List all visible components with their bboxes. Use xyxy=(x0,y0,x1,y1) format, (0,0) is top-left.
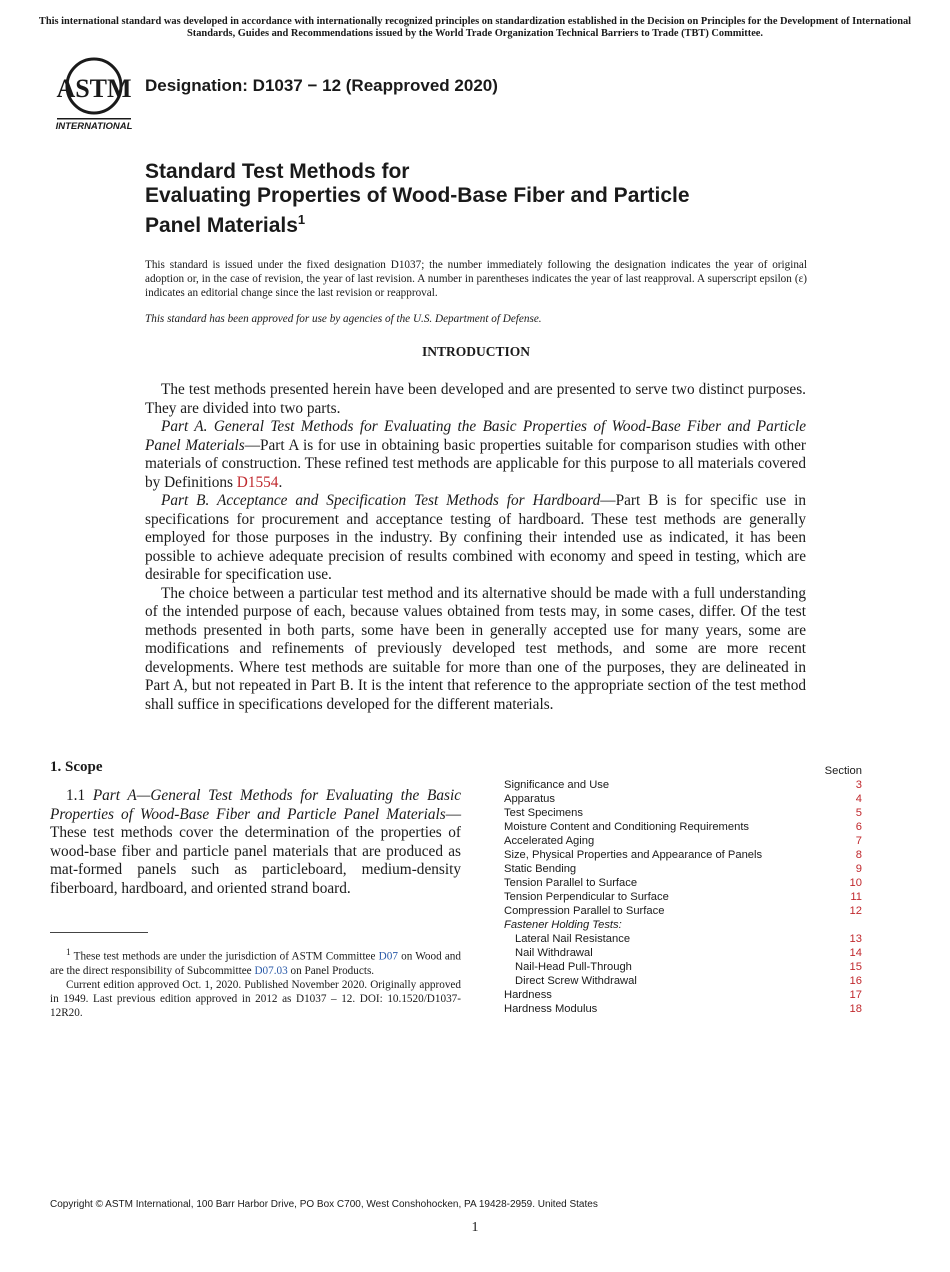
d07-03-link[interactable]: D07.03 xyxy=(254,964,288,977)
page-number: 1 xyxy=(471,1220,479,1235)
dod-approval-note: This standard has been approved for use by agencies of the U.S. Department of Defense. xyxy=(145,313,542,325)
d1554-link[interactable]: D1554 xyxy=(236,473,279,491)
logo-letters: ASTM xyxy=(56,74,132,103)
introduction-body xyxy=(145,381,806,714)
footnote-1-text-a: These test methods are under the jurisdiction of ASTM Committee xyxy=(70,950,379,963)
toc-row xyxy=(504,932,862,946)
toc-section-link[interactable]: 7 xyxy=(855,835,862,847)
toc-label: Direct Screw Withdrawal xyxy=(515,975,637,987)
section-index-header: Section xyxy=(824,765,862,777)
toc-row xyxy=(504,834,862,848)
scope-1-1-number: 1.1 xyxy=(66,787,93,804)
astm-logo-icon xyxy=(54,56,134,132)
toc-row xyxy=(504,890,862,904)
toc-row xyxy=(504,862,862,876)
toc-row xyxy=(504,988,862,1002)
part-b-title: Part B. Acceptance and Specification Test Methods for Hardboard xyxy=(161,492,601,509)
footnote-1-mark: 1 xyxy=(66,948,71,958)
toc-section-link[interactable]: 4 xyxy=(855,793,862,805)
footnote-1-text-c: on Panel Products. xyxy=(287,964,375,977)
toc-row xyxy=(504,1002,862,1016)
title-line-1: Standard Test Methods for xyxy=(145,160,410,183)
toc-label: Nail Withdrawal xyxy=(515,947,593,959)
introduction-heading: INTRODUCTION xyxy=(421,344,530,359)
toc-row xyxy=(504,904,862,918)
toc-label: Static Bending xyxy=(504,863,577,875)
scope-1-1-text: —These test methods cover the determination of the properties of wood-base fiber and particle panel materials that are produced as mat-formed panels such as particleboard, medium-density fiberboard, hardboard, and oriented strand board. xyxy=(50,805,461,897)
toc-label: Nail-Head Pull-Through xyxy=(515,961,632,973)
intro-paragraph-2-text: —Part A is for use in obtaining basic properties suitable for comparison studies with other materials of construction. These refined test methods are applicable for this purpose to all materials covered by Definitions xyxy=(145,436,806,491)
toc-section-link[interactable]: 12 xyxy=(849,905,862,917)
toc-label: Hardness Modulus xyxy=(504,1003,598,1015)
toc-section-link[interactable]: 15 xyxy=(849,961,862,973)
toc-section-link[interactable]: 11 xyxy=(850,891,862,903)
toc-label: Compression Parallel to Surface xyxy=(504,905,665,917)
toc-label: Apparatus xyxy=(504,793,555,805)
toc-section-link[interactable]: 10 xyxy=(849,877,862,889)
intro-paragraph-2 xyxy=(145,418,806,492)
toc-label: Moisture Content and Conditioning Requirements xyxy=(504,821,750,833)
intro-paragraph-3-text: —Part B is for specific use in specifications for procurement and acceptance testing of hardboard. These test methods are generally employed for those purposes in the industry. By confining their intended use as indicated, it has been possible to achieve adequate precision of results combined with economy and speed in testing, which are desirable for specification use. xyxy=(145,492,806,583)
footnote-divider xyxy=(50,932,148,933)
toc-section-link[interactable]: 18 xyxy=(849,1003,862,1015)
scope-1-1-title: Part A—General Test Methods for Evaluating the Basic Properties of Wood-Base Fiber and Particle Panel Materials xyxy=(50,787,461,823)
logo-caption: INTERNATIONAL xyxy=(55,121,133,132)
title-line-2: Evaluating Properties of Wood-Base Fiber and Particle xyxy=(145,184,690,207)
footnotes xyxy=(50,946,461,1020)
toc-label: Accelerated Aging xyxy=(504,835,595,847)
intro-paragraph-1: The test methods presented herein have been developed and are presented to serve two distinct purposes. They are divided into two parts. xyxy=(145,381,806,417)
designation: Designation: D1037 − 12 (Reapproved 2020) xyxy=(145,76,498,95)
toc-row xyxy=(504,960,862,974)
wto-notice: This international standard was developed in accordance with internationally recognized principles on standardization established in the Decision on Principles for the Development of International Standards, Guides and Recommendations issued by the World Trade Organization Technical Barriers to Trade (TBT) Committee. xyxy=(38,16,912,39)
footnote-1-text-b: on Wood and are the direct responsibility of Subcommittee xyxy=(50,950,461,977)
issuance-note: This standard is issued under the fixed designation D1037; the number immediately following the designation indicates the year of original adoption or, in the case of revision, the year of last revision. A number in parentheses indicates the year of last reapproval. A superscript epsilon (ε) indicates an editorial change since the last revision or reapproval. xyxy=(145,259,807,299)
toc-label: Size, Physical Properties and Appearance of Panels xyxy=(504,849,763,861)
standard-title xyxy=(145,160,845,238)
toc-row xyxy=(504,820,862,834)
toc-label: Tension Parallel to Surface xyxy=(504,877,638,889)
toc-section-link[interactable]: 6 xyxy=(855,821,862,833)
toc-label: Lateral Nail Resistance xyxy=(515,933,631,945)
toc-row xyxy=(504,778,862,792)
d07-link[interactable]: D07 xyxy=(378,950,398,963)
title-footnote-mark: 1 xyxy=(297,212,306,227)
toc-section-link[interactable]: 17 xyxy=(849,989,862,1001)
toc-label: Test Specimens xyxy=(504,807,583,819)
scope-paragraph xyxy=(50,787,461,898)
toc-row xyxy=(504,876,862,890)
toc-section-link[interactable]: 3 xyxy=(855,779,862,791)
toc-section-link[interactable]: 13 xyxy=(849,933,862,945)
toc-section-link[interactable]: 16 xyxy=(849,975,862,987)
footnote-edition: Current edition approved Oct. 1, 2020. Published November 2020. Originally approved in 1949. Last previous edition approved in 2012 as D1037 – 12. DOI: 10.1520/D1037-12R20. xyxy=(50,978,461,1019)
footnote-1 xyxy=(50,946,461,978)
intro-paragraph-2-end: . xyxy=(278,473,283,491)
toc-row xyxy=(504,848,862,862)
toc-label: Hardness xyxy=(504,989,552,1001)
section-index xyxy=(504,764,862,1016)
toc-row xyxy=(504,792,862,806)
part-a-title: Part A. General Test Methods for Evaluating the Basic Properties of Wood-Base Fiber and Particle Panel Materials xyxy=(145,418,806,454)
toc-row xyxy=(504,946,862,960)
toc-label: Tension Perpendicular to Surface xyxy=(504,891,669,903)
scope-heading-text: 1. Scope xyxy=(50,759,103,775)
toc-section-link[interactable]: 14 xyxy=(849,947,862,959)
title-line-3-text: Panel Materials xyxy=(145,214,298,237)
intro-paragraph-3 xyxy=(145,492,806,585)
toc-section-link[interactable]: 8 xyxy=(855,849,862,861)
copyright-line: Copyright © ASTM International, 100 Barr Harbor Drive, PO Box C700, West Conshohocken, PA 19428-2959. United States xyxy=(50,1199,598,1210)
toc-group-row xyxy=(504,918,862,932)
toc-section-link[interactable]: 9 xyxy=(855,863,862,875)
scope-heading xyxy=(50,758,103,776)
toc-row xyxy=(504,806,862,820)
toc-section-link[interactable]: 5 xyxy=(855,807,862,819)
toc-label: Significance and Use xyxy=(504,779,610,791)
title-line-3 xyxy=(145,208,845,238)
toc-row xyxy=(504,974,862,988)
scope-1-1 xyxy=(50,787,461,898)
toc-group-label: Fastener Holding Tests: xyxy=(504,919,622,931)
intro-paragraph-4: The choice between a particular test method and its alternative should be made with a full understanding of the intended purpose of each, because values obtained from tests may, in some cases, differ. Of the test methods presented in both parts, some have been in generally accepted use for many years, some are modifications and refinements of previously developed test methods, and some are more recent developments. Where test methods are suitable for more than one of the purposes, they are delineated in Part A, but not repeated in Part B. It is the intent that reference to the appropriate section of the test method shall suffice in specifications developed for the different materials. xyxy=(145,584,806,713)
